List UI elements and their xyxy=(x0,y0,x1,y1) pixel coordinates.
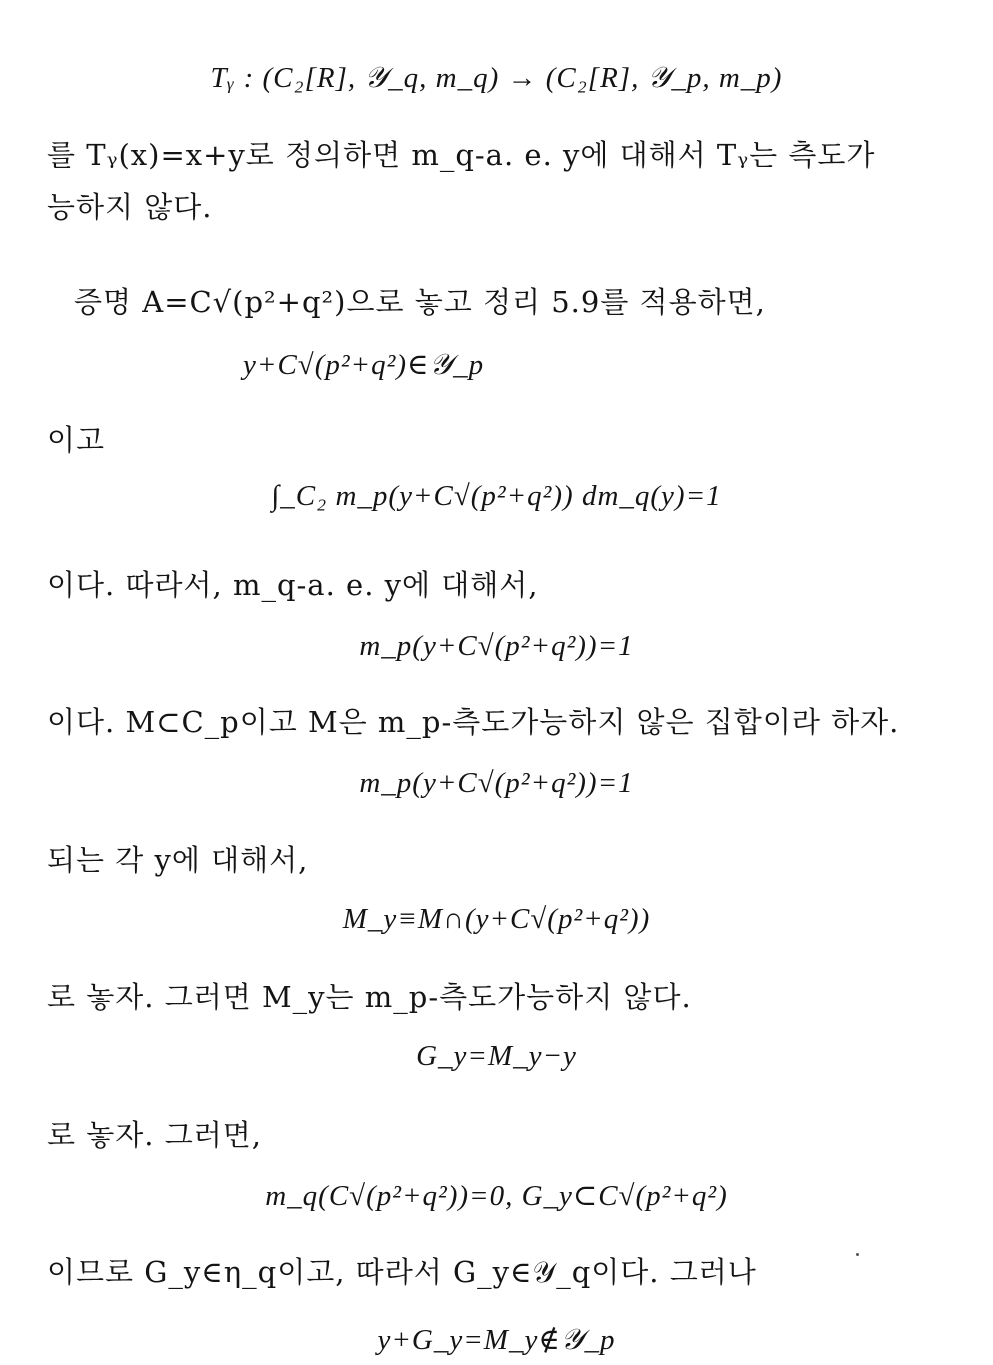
display-equation: m_p(y+C√(p²+q²))=1 xyxy=(359,767,634,799)
paragraph-line: 되는 각 y에 대해서, xyxy=(47,843,309,877)
proof-heading-line: 증명 A=C√(p²+q²)으로 놓고 정리 5.9를 적용하면, xyxy=(74,285,766,319)
display-equation-integral: ∫_C₂ m_p(y+C√(p²+q²)) dm_q(y)=1 xyxy=(271,480,722,512)
display-equation: m_p(y+C√(p²+q²))=1 xyxy=(359,630,634,662)
paragraph-line: 이므로 G_y∈η_q이고, 따라서 G_y∈𝒴_q이다. 그러나 xyxy=(47,1255,757,1289)
paragraph-line: 이고 xyxy=(47,423,106,457)
display-equation-mapping: Tᵧ : (C₂[R], 𝒴_q, m_q) → (C₂[R], 𝒴_p, m_p) xyxy=(210,62,783,94)
paragraph-line: 능하지 않다. xyxy=(47,190,213,224)
display-equation: G_y=M_y−y xyxy=(416,1040,577,1072)
paragraph-line: 를 Tᵧ(x)=x+y로 정의하면 m_q-a. e. y에 대해서 Tᵧ는 측도가 xyxy=(47,138,876,172)
speck-mark xyxy=(856,1253,859,1256)
paragraph-line: 로 놓자. 그러면 M_y는 m_p-측도가능하지 않다. xyxy=(47,980,692,1014)
paragraph-line: 이다. 따라서, m_q-a. e. y에 대해서, xyxy=(47,568,539,602)
display-equation: y+G_y=M_y∉𝒴_p xyxy=(377,1324,616,1356)
display-equation: M_y≡M∩(y+C√(p²+q²)) xyxy=(342,903,651,935)
display-equation: m_q(C√(p²+q²))=0, G_y⊂C√(p²+q²) xyxy=(265,1180,728,1212)
paragraph-line: 로 놓자. 그러면, xyxy=(47,1118,262,1152)
display-equation: y+C√(p²+q²)∈𝒴_p xyxy=(243,349,485,381)
paragraph-line: 이다. M⊂C_p이고 M은 m_p-측도가능하지 않은 집합이라 하자. xyxy=(47,705,900,739)
